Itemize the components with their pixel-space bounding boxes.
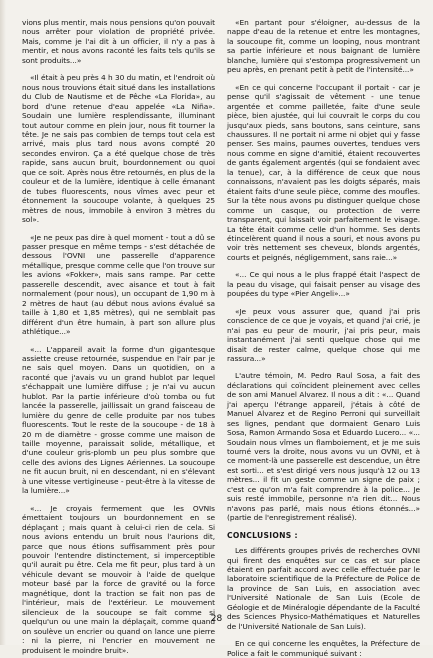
right-column xyxy=(227,18,421,658)
left-column xyxy=(22,18,215,655)
page-number: 28 xyxy=(210,614,223,624)
right-paragraph-1: «En partant pour s'éloigner, au-dessus de la nappe d'eau de la retenue et entre les montagnes, la soucoupe fit, comme un looping, nous montrant sa partie inférieure et nous baignant de lumière blanche, lumière qui s'estompa progressivement un peu après, en prenant petit à petit de l'intensité...» xyxy=(227,18,420,75)
left-paragraph-2: «Il était à peu près 4 h 30 du matin, et l'endroit où nous nous trouvions était situé dans les installations du Club de Nautisme et de Pêche «La Florida», au bord d'une retenue d'eau appelée «La Niña». Soudain une lumière resplendissante, illuminant tout autour comme en plein jour, nous fit tourner la tête. Je ne sais pas combien de temps tout cela est arrivé, mais plus tard nous avons compté 20 secondes environ. Ça a été quelque chose de très rapide, sans aucun bruit, bourdonnement ou quoi que ce soit. Après nous être retournés, en plus de la couleur et de la lumière, identique à celle émanant de tubes fluorescents, nous vîmes avec peur et étonnement la soucoupe volante, à quelques 25 mètres de nous, immobile à environ 3 mètres du sol». xyxy=(22,73,215,225)
conclusions-heading: CONCLUSIONS : xyxy=(227,530,298,540)
right-paragraph-7: En ce qui concerne les enquêtes, la Préfecture de Police a fait le communiqué suivant : xyxy=(227,639,420,658)
right-paragraph-3: «... Ce qui nous a le plus frappé était l'aspect de la peau du visage, qui faisait penser au visage des poupées du type «Pier Angeli»...» xyxy=(227,270,420,299)
right-paragraph-2: «En ce qui concerne l'occupant il portait - car je pense qu'il s'agissait de vêtement - une tenue argentée et comme pailletée, faite d'une seule pièce, bien ajustée, qui lui couvrait le corps du cou jusqu'aux pieds, sans boutons, sans ceinture, sans chaussures. Il ne portait ni arme ni objet qui y fasse penser. Ses mains, paumes ouvertes, tendues vers nous comme en signe d'amitié, étaient recouvertes de gants également argentés (qui se fondaient avec la tenue), car, à la différence de ceux que nous connaissons, n'avaient pas les doigts séparés, mais étaient faits d'une seule pièce, comme des moufles. Sur la tête nous avons pu distinguer quelque chose comme un casque, ou protection de verre transparent, qui laissait voir parfaitement le visage. La tête était comme celle d'un homme. Ses dents étincelèrent quand il nous a souri, et nous avons pu voir très nettement ses cheveux, blonds argentés, courts et peignés, négligemment, sans raie...» xyxy=(227,82,420,262)
right-paragraph-4: «Je peux vous assurer que, quand j'ai pris conscience de ce que je voyais, et quand j'ai crié, je n'ai pas eu peur de mourir, j'ai pris peur, mais instantanément j'ai senti quelque chose qui me disait de rester calme, quelque chose qui me rassura...» xyxy=(227,306,420,363)
right-paragraph-6: Les différents groupes privés de recherches OVNI qui firent des enquêtes sur ce cas et sur place étaient en parfait accord avec celle effectuée par le laboratoire scientifique de la Préfecture de Police de la province de San Luis, en association avec l'Université Nationale de San Luis (Ecole de Géologie et de Minéralogie dépendante de la Faculté des Sciences Physico-Mathématiques et Naturelles de l'Université Nationale de San Luis). xyxy=(227,546,421,631)
left-paragraph-5: «... Je croyais fermement que les OVNIs émettaient toujours un bourdonnement en se déplaçant ; mais quant à celui-ci rien de cela. Si nous avions entendu un bruit nous l'aurions dit, parce que nous étions suffisamment près pour pouvoir l'entendre distinctement, si imperceptible qu'il aurait pu être. Cela me fit peur, plus tard à un véhicule devant se mouvoir à l'aide de quelque moteur basé par la force de gravité ou la force magnétique, dont la traction se fait non pas de l'intérieur, mais de l'extérieur. Le mouvement silencieux de la soucoupe se fait comme si quelqu'un ou une main la déplaçait, comme quand on soulève un encrier ou quand on lance une pierre : ni la pierre, ni l'encrier en mouvement ne produisent le moindre bruit». xyxy=(22,503,215,655)
left-paragraph-1: vions plus mentir, mais nous pensions qu'on pouvait nous arrêter pour violation de propriété privée. Mais, comme je l'ai dit à un officier, il n'y a pas à mentir, et nous avons raconté les faits tels qu'ils se sont produits...» xyxy=(22,18,215,65)
scan-edge-shadow xyxy=(0,0,6,645)
right-paragraph-5: L'autre témoin, M. Pedro Raul Sosa, a fait des déclarations qui coïncident pleinement avec celles de son ami Manuel Alvarez. Il nous a dit : «... Quand j'ai aperçu l'étrange appareil, j'étais à côté de Manuel Alvarez et de Regino Perroni qui surveillait ses lignes, pendant que dormaient Genaro Luis Sosa, Ramon Armando Sosa et Eduardo Lucero... «... Soudain nous vîmes un flamboiement, et je me suis tourné vers la droite, nous avons vu un OVNI, et à ce moment-là une passerelle est descendue, un être est sorti... et s'est dirigé vers nous jusqu'à 12 ou 13 mètres... il fit un geste comme un signe de paix ; c'est ce qu'on m'a fait comprendre à la police... Je suis resté immobile, personne n'a rien dit... Nous n'avons pas parlé, mais nous étions étonnés...» (partie de l'enregistrement réalisé). xyxy=(227,371,420,523)
left-paragraph-4: «... L'appareil avait la forme d'un gigantesque assiette creuse retournée, suspendue en l'air par je ne sais quel moyen. Dans un quotidien, on a raconté que j'avais vu un grand hublot par lequel s'échappait une lumière diffuse ; je n'ai vu aucun hublot. Par la partie inférieure d'où tomba ou fut lancée la passerelle, jaillissait un grand faisceau de lumière du genre de celle produite par nos tubes fluorescents. Tout le reste de la soucoupe - de 18 à 20 m de diamètre - grosse comme une maison de taille moyenne, paraissait solide, métallique, et d'une couleur gris-plomb un peu plus sombre que celle des avions des Lignes Aériennes. La soucoupe ne fit aucun bruit, ni en descendant, ni en s'élevant à une vitesse vertigineuse - peut-être à la vitesse de la lumière...» xyxy=(22,344,215,496)
left-paragraph-3: «Je ne peux pas dire à quel moment - tout a dû se passer presque en même temps - s'est détachée de dessous l'OVNI une passerelle d'apparence métallique, presque comme celle que l'on trouve sur les avions «Fokker», mais sans rampe. Par cette passerelle descendit, avec aisance et tout à fait normalement (pour nous), un occupant de 1,90 m à 2 mètres de haut (au début nous avions évalué sa taille à 1,80 et 1,85 mètres), qui ne semblait pas différent d'un être humain, à part son allure plus athlétique...» xyxy=(22,232,215,337)
